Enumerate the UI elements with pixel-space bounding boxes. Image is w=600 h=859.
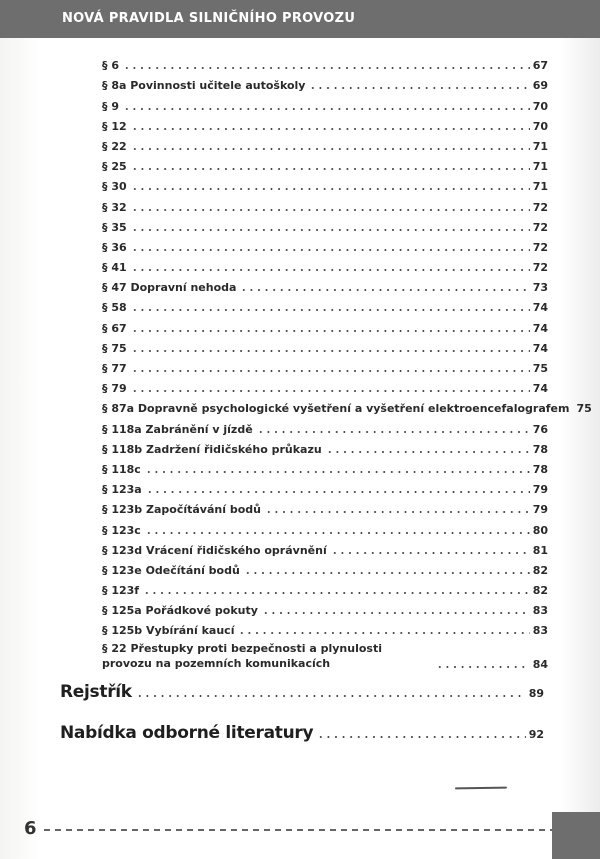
toc-entry[interactable] [102, 637, 548, 671]
toc-entry-label: § 67 [102, 321, 127, 335]
toc-entry-label: § 123a [102, 483, 142, 497]
toc-entry-label: § 75 [102, 341, 127, 355]
toc-entry-page: 74 [532, 341, 548, 355]
toc-entry-label: § 9 [102, 99, 119, 113]
section-page: 89 [528, 687, 544, 700]
toc-entry-page: 83 [532, 604, 548, 618]
toc-entry-page: 71 [532, 139, 548, 153]
toc-entry-label: § 123b Započítávání bodů [102, 503, 261, 517]
toc-entry[interactable] [102, 415, 548, 435]
toc-entry[interactable] [102, 456, 548, 476]
toc-entry[interactable] [102, 335, 548, 355]
dot-leader [244, 572, 530, 574]
dot-leader [257, 431, 530, 433]
toc-entry-label: § 25 [102, 160, 127, 174]
dot-leader [240, 289, 529, 291]
toc-entry-page: 72 [532, 240, 548, 254]
dot-leader [309, 87, 529, 89]
toc-entry-label: § 118c [102, 462, 141, 476]
dot-leader [265, 511, 530, 513]
toc-entry[interactable] [102, 133, 548, 153]
dot-leader [136, 695, 526, 697]
toc-entry-label: § 123e Odečítání bodů [102, 563, 240, 577]
toc-entry[interactable] [102, 577, 548, 597]
toc-entry-page: 78 [532, 462, 548, 476]
toc-entry-label: § 125a Pořádkové pokuty [102, 604, 258, 618]
toc-entry[interactable] [102, 274, 548, 294]
toc-entry-page: 74 [532, 382, 548, 396]
dot-leader [131, 209, 530, 211]
section-page: 92 [528, 728, 544, 741]
toc-entry-page: 73 [532, 281, 548, 295]
footer-dashed-line [44, 829, 584, 831]
dot-leader [131, 249, 530, 251]
dot-leader [143, 592, 530, 594]
toc-entry-page: 70 [532, 119, 548, 133]
dot-leader [145, 532, 530, 534]
toc-entry-page: 78 [532, 442, 548, 456]
toc-entry-label: § 6 [102, 59, 119, 73]
dot-leader [131, 168, 530, 170]
toc-entry-label: § 125b Vybírání kaucí [102, 624, 235, 638]
dot-leader [131, 350, 530, 352]
dot-leader [123, 108, 530, 110]
toc-entry-label: § 32 [102, 200, 127, 214]
section-label: Nabídka odborné literatury [60, 723, 314, 743]
toc-entry-label: § 87a Dopravně psychologické vyšetření a vyšetření elektroencefalografem [102, 402, 570, 416]
toc-entry-page: 82 [532, 584, 548, 598]
toc-entry-page: 67 [532, 59, 548, 73]
toc-entry-page: 83 [532, 624, 548, 638]
toc-entry-label: § 22 [102, 139, 127, 153]
toc-entry-page: 80 [532, 523, 548, 537]
toc-entry-label: § 58 [102, 301, 127, 315]
dot-leader [123, 67, 530, 69]
toc-entry-label: § 123d Vrácení řidičského oprávnění [102, 543, 327, 557]
toc-entry[interactable] [102, 193, 548, 213]
toc-entry[interactable] [102, 557, 548, 577]
toc-entry[interactable] [102, 72, 548, 92]
dot-leader [317, 736, 525, 738]
toc-entry-label: § 123c [102, 523, 141, 537]
toc-entry-page: 72 [532, 200, 548, 214]
toc-section-rejstrik[interactable] [60, 682, 544, 702]
toc-entry[interactable] [102, 516, 548, 536]
toc-entry-page: 75 [576, 402, 592, 416]
dot-leader [131, 390, 530, 392]
toc-entry-page: 76 [532, 422, 548, 436]
section-label: Rejstřík [60, 682, 132, 702]
running-header [0, 0, 600, 38]
toc-entry[interactable] [102, 597, 548, 617]
toc-entry[interactable] [102, 234, 548, 254]
dot-leader [131, 370, 530, 372]
toc-entry-label: § 12 [102, 119, 127, 133]
toc-entry-label: § 123f [102, 584, 140, 598]
dot-leader [331, 552, 530, 554]
toc-entry-page: 71 [532, 160, 548, 174]
toc-entry[interactable] [102, 476, 548, 496]
toc-entry[interactable] [102, 355, 548, 375]
dot-leader [262, 612, 530, 614]
toc-entry[interactable] [102, 173, 548, 193]
toc-entry[interactable] [102, 395, 592, 416]
dot-leader [131, 128, 530, 130]
toc-entry[interactable] [102, 92, 548, 112]
toc-entry-page: 81 [532, 543, 548, 557]
toc-entry-page: 74 [532, 301, 548, 315]
toc-entry[interactable] [102, 314, 548, 334]
toc-entry-label: § 35 [102, 220, 127, 234]
dot-leader [146, 491, 530, 493]
toc-entry-label: § 8a Povinnosti učitele autoškoly [102, 79, 306, 93]
dot-leader [131, 330, 530, 332]
toc-entry[interactable] [102, 496, 548, 516]
toc-entry[interactable] [102, 537, 548, 557]
toc-entry-page: 72 [532, 220, 548, 234]
toc-entry[interactable] [102, 254, 548, 274]
toc-entry-label: § 41 [102, 261, 127, 275]
toc-entry[interactable] [102, 436, 548, 456]
dot-leader [131, 148, 530, 150]
dot-leader [131, 269, 530, 271]
dot-leader [131, 309, 530, 311]
toc-entry-page: 72 [532, 261, 548, 275]
toc-entry-label: § 118b Zadržení řidičského průkazu [102, 442, 322, 456]
dot-leader [326, 451, 530, 453]
toc-entry-label: § 36 [102, 240, 127, 254]
toc-entry[interactable] [102, 113, 548, 133]
dot-leader [238, 632, 529, 634]
page-number: 6 [24, 818, 37, 839]
toc-entry-label: § 30 [102, 180, 127, 194]
toc-entry[interactable] [102, 52, 548, 72]
toc-entry-label: § 22 Přestupky proti bezpečnosti a plynulosti provozu na pozemních komunikacích [102, 642, 382, 671]
toc-entry-page: 74 [532, 321, 548, 335]
toc-entry[interactable] [102, 375, 548, 395]
toc-entry-page: 82 [532, 563, 548, 577]
toc-entry[interactable] [102, 214, 548, 234]
toc-entry-page: 70 [532, 99, 548, 113]
toc-section-nabidka[interactable] [60, 723, 544, 743]
dot-leader [131, 229, 530, 231]
toc-entry-page: 71 [532, 180, 548, 194]
toc-entry-page: 69 [532, 79, 548, 93]
toc-entry-label: § 47 Dopravní nehoda [102, 281, 237, 295]
toc-entry-page: 84 [532, 658, 548, 672]
toc-entry[interactable] [102, 617, 548, 637]
toc-entry-label: § 79 [102, 382, 127, 396]
toc-entry-label: § 118a Zabránění v jízdě [102, 422, 253, 436]
toc-entry-page: 79 [532, 503, 548, 517]
toc-entry-page: 75 [532, 362, 548, 375]
corner-tab [552, 812, 600, 859]
toc-entry[interactable] [102, 294, 548, 314]
toc-entry-page: 79 [532, 483, 548, 497]
table-of-contents [102, 52, 592, 672]
dot-leader [131, 188, 530, 190]
toc-entry-label: § 77 [102, 362, 127, 375]
header-title: NOVÁ PRAVIDLA SILNIČNÍHO PROVOZU [62, 11, 356, 26]
toc-entry[interactable] [102, 153, 548, 173]
dot-leader [436, 666, 530, 668]
dot-leader [145, 471, 530, 473]
